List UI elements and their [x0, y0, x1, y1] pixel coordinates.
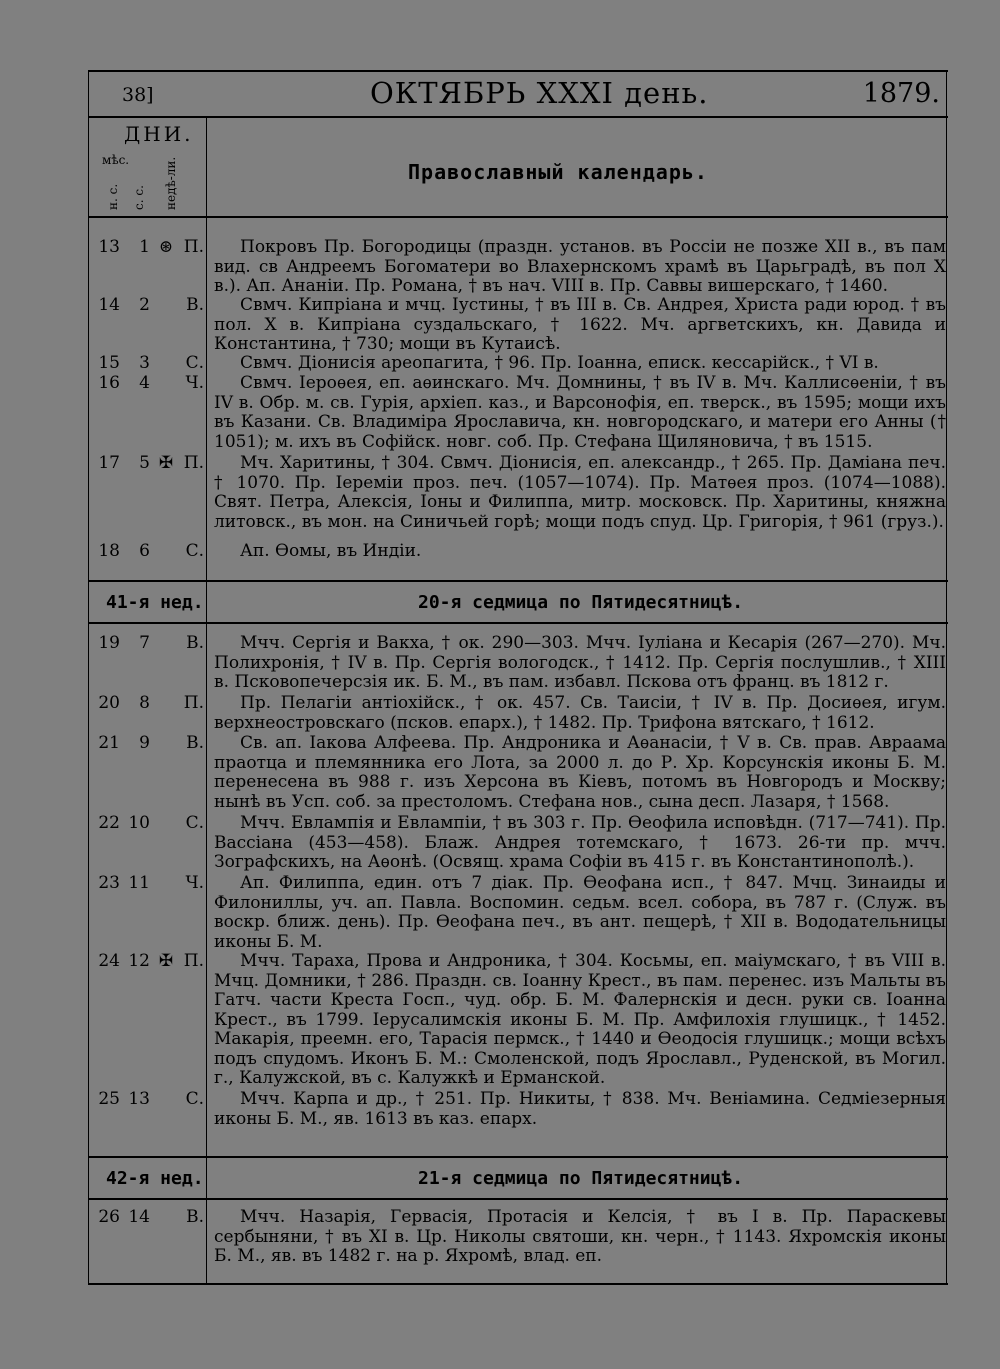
year: 1879. [862, 78, 940, 109]
day-ss: 11 [128, 873, 150, 893]
day-ss: 2 [139, 295, 150, 315]
weekday: П. [183, 693, 204, 713]
entry-text: Мчч. Сергія и Вакха, † ок. 290—303. Мчч. Іуліана и Кесарія (267—270). Мч. Полихронія, † IV в. Пр. Сергія вологодск., † 1412. Пр. Сергія послушлив., † XIII в. Псковопечерсзія ик. Б. М., въ пам. избавл. Пскова отъ франц. въ 1812 г. [214, 634, 946, 692]
day-ns: 20 [98, 693, 120, 713]
top-border [88, 70, 948, 72]
day-ss: 10 [128, 813, 150, 833]
page-number: 38] [122, 84, 154, 106]
week1-bottom-line [88, 622, 948, 624]
feast-mark: ✠ [158, 453, 174, 473]
right-border [946, 70, 947, 1285]
weekday: В. [186, 733, 204, 753]
day-ss: 12 [128, 951, 150, 971]
day-ss: 4 [139, 373, 150, 393]
week2-label: 42-я нед. [106, 1168, 204, 1189]
weekday: Ч. [185, 373, 204, 393]
entry-text: Свмч. Іероѳея, еп. аѳинскаго. Мч. Домнины, † въ IV в. Мч. Каллисѳеніи, † въ IV в. Обр. м. св. Гурія, архіеп. каз., и Варсонофія, еп. тверск., въ 1595; мощи ихъ въ Казани. Св. Владиміра Ярославича, кн. новгородскаго, и матери его Анны († 1051); м. ихъ въ Софійск. новг. соб. Пр. Стефана Щиляновича, † въ 1515. [214, 374, 946, 452]
day-ns: 14 [98, 295, 120, 315]
day-ns: 21 [98, 733, 120, 753]
weekday: П. [183, 453, 204, 473]
week2-bottom-line [88, 1198, 948, 1200]
weekday: П. [183, 951, 204, 971]
entry-text: Пр. Пелагіи антіохійск., † ок. 457. Св. Таисіи, † IV в. Пр. Досиѳея, игум. верхнеостровскаго (псков. епарх.), † 1482. Пр. Трифона вятскаго, † 1612. [214, 694, 946, 733]
header-divider [88, 116, 948, 118]
weekday: С. [185, 353, 204, 373]
bottom-border [88, 1283, 948, 1285]
day-ns: 24 [98, 951, 120, 971]
weekday: Ч. [185, 873, 204, 893]
week2-title: 21-я седмица по Пятидесятницѣ. [418, 1168, 744, 1189]
weekday: В. [186, 1207, 204, 1227]
entry-text: Мчч. Тараха, Прова и Андроника, † 304. Косьмы, еп. маіумскаго, † въ VIII в. Мчц. Домники, † 286. Праздн. св. Іоанну Крест., въ пам. перенес. изъ Мальты въ Гатч. части Креста Госп., чуд. обр. Б. М. Фалернскія и десн. руки св. Іоанна Крест., въ 1799. Іерусалимскія иконы Б. М. Пр. Амфилохія глушицк., † 1452. Макарія, преемн. его, Тарасія пермск., † 1440 и Ѳеодосія глушицк.; мощи всѣхъ подъ спудомъ. Иконъ Б. М.: Смоленской, подъ Ярославл., Руденской, въ Могил. г., Калужской, въ с. Калужкѣ и Ерманской. [214, 952, 946, 1088]
entry-text: Ап. Филиппа, един. отъ 7 діак. Пр. Ѳеофана исп., † 847. Мчц. Зинаиды и Филониллы, уч. ап. Павла. Воспомин. седьм. всел. собора, въ 787 г. (Служ. въ воскр. ближ. день). Пр. Ѳеофана печ., въ ант. пещерѣ, † XII в. Вододательницы иконы Б. М. [214, 874, 946, 951]
weekday: В. [186, 295, 204, 315]
entry-text: Покровъ Пр. Богородицы (праздн. установ. въ Россіи не позже XII в., въ пам вид. св Андреемъ Богоматери во Влахернскомъ храмѣ въ Царьградѣ, въ пол X в.). Ап. Ананіи. Пр. Романа, † въ нач. VIII в. Пр. Саввы вишерскаго, † 1460. [214, 238, 946, 295]
day-ns: 16 [98, 373, 120, 393]
calendar-column-divider [206, 116, 207, 1285]
days-header: ДНИ. [124, 122, 194, 146]
day-ns: 23 [98, 873, 120, 893]
entry-text: Ап. Ѳомы, въ Индіи. [240, 542, 422, 561]
entry-text: Свмч. Діонисія ареопагита, † 96. Пр. Іоанна, еписк. кессарійск., † VI в. [240, 354, 879, 373]
weekday: С. [185, 1089, 204, 1109]
day-ss: 9 [139, 733, 150, 753]
day-ss: 13 [128, 1089, 150, 1109]
day-ss: 1 [139, 237, 150, 257]
week2-row [88, 1158, 948, 1198]
feast-mark: ⊛ [158, 237, 174, 257]
day-ss: 6 [139, 541, 150, 561]
day-ns: 25 [98, 1089, 120, 1109]
entry-text: Св. ап. Іакова Алфеева. Пр. Андроника и Аѳанасіи, † V в. Св. прав. Авраама праотца и племянника его Лота, за 2000 л. до Р. Хр. Корсунскія иконы Б. М. перенесена въ 988 г. изъ Херсона въ Кіевъ, потомъ въ Новгородъ и Москву; нынѣ въ Усп. соб. за престоломъ. Стефана нов., сына десп. Лазаря, † 1568. [214, 734, 946, 812]
day-ss: 7 [139, 633, 150, 653]
entry-text: Мчч. Евлампія и Евлампіи, † въ 303 г. Пр. Ѳеофила исповѣдн. (717—741). Пр. Вассіана (453—458). Блаж. Андрея тотемскаго, † 1673. 26-ти пр. мчч. Зографскихъ, на Аѳонѣ. (Освящ. храма Софіи въ 415 г. въ Константинополѣ.). [214, 814, 946, 872]
week1-row [88, 582, 948, 622]
day-ns: 22 [98, 813, 120, 833]
day-ss: 3 [139, 353, 150, 373]
day-ns: 26 [98, 1207, 120, 1227]
calendar-page [88, 70, 948, 1285]
week1-label: 41-я нед. [106, 592, 204, 613]
column-header-divider [88, 216, 948, 218]
weekday: С. [185, 541, 204, 561]
day-ss: 8 [139, 693, 150, 713]
month-header: мѣс. [102, 153, 130, 167]
calendar-title: Православный календарь. [408, 160, 708, 184]
day-ns: 17 [98, 453, 120, 473]
feast-mark: ✠ [158, 951, 174, 971]
day-ss: 14 [128, 1207, 150, 1227]
left-border [88, 70, 89, 1285]
day-ss: 5 [139, 453, 150, 473]
day-ns: 15 [98, 353, 120, 373]
entry-text: Мч. Харитины, † 304. Свмч. Діонисія, еп. александр., † 265. Пр. Даміана печ. † 1070. Пр. Іереміи проз. печ. (1057—1074). Пр. Матѳея проз. (1074—1088). Свят. Петра, Алексія, Іоны и Филиппа, митр. московск. Пр. Харитины, княжна литовск., въ мон. на Синичьей горѣ; мощи подъ спуд. Цр. Григорія, † 961 (груз.). [214, 454, 946, 532]
ss-header: с. с. [132, 185, 146, 210]
day-ns: 13 [98, 237, 120, 257]
day-ns: 18 [98, 541, 120, 561]
entry-text: Мчч. Карпа и др., † 251. Пр. Никиты, † 838. Мч. Веніамина. Седміезерныя иконы Б. М., яв. 1613 въ каз. епарх. [214, 1090, 946, 1129]
entry-text: Мчч. Назарія, Гервасія, Протасія и Келсія, † въ I в. Пр. Параскевы сербыняни, † въ XI в. Цр. Николы святоши, кн. черн., † 1143. Яхромскія иконы Б. М., яв. въ 1482 г. на р. Яхромѣ, влад. еп. [214, 1208, 946, 1266]
page-title: ОКТЯБРЬ XXXI день. [370, 76, 709, 110]
week-header: недѣ-ли. [164, 156, 178, 210]
day-ns: 19 [98, 633, 120, 653]
weekday: П. [183, 237, 204, 257]
entry-text: Свмч. Кипріана и мчц. Іустины, † въ III в. Св. Андрея, Христа ради юрод. † въ пол. X в. Кипріана суздальскаго, † 1622. Мч. аргветскихъ, кн. Давида и Константина, † 730; мощи въ Кутаисѣ. [214, 296, 946, 353]
ns-header: н. с. [106, 183, 120, 210]
week1-title: 20-я седмица по Пятидесятницѣ. [418, 592, 744, 613]
weekday: В. [186, 633, 204, 653]
weekday: С. [185, 813, 204, 833]
